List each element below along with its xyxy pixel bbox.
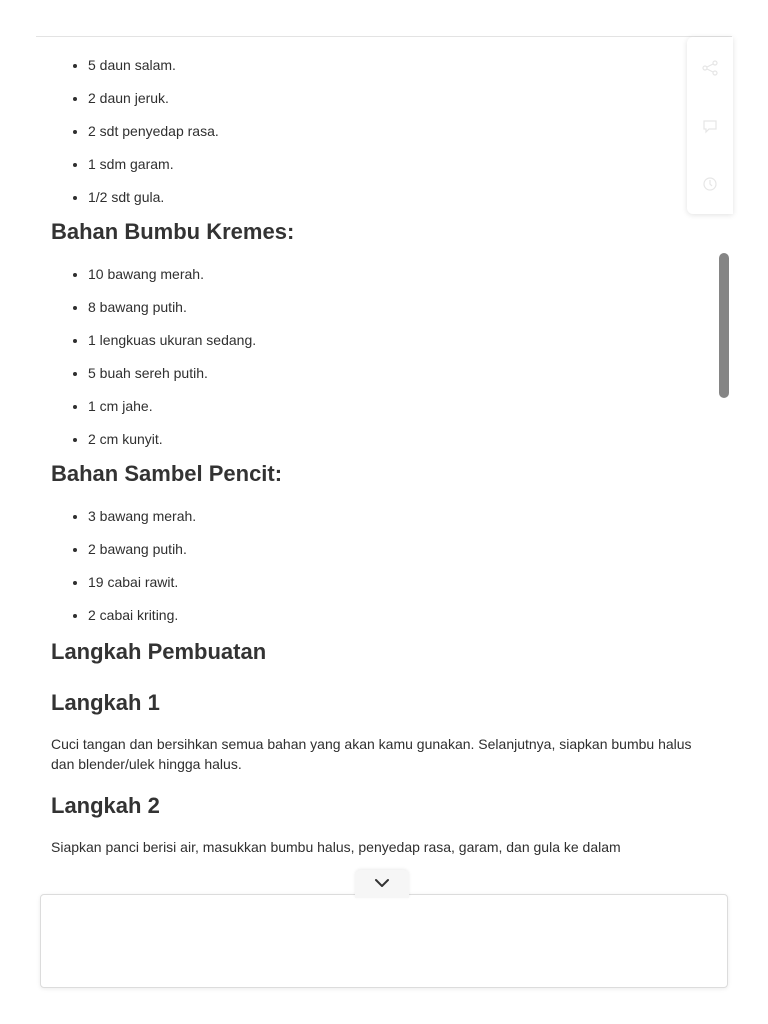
kremes-heading: Bahan Bumbu Kremes: <box>51 219 295 244</box>
step-2-text: Siapkan panci berisi air, masukkan bumbu halus, penyedap rasa, garam, dan gula ke dalam <box>51 839 621 855</box>
bookmark-icon[interactable] <box>701 174 719 192</box>
chevron-down-icon <box>374 875 390 893</box>
step-2-title: Langkah 2 <box>51 793 160 818</box>
comment-icon[interactable] <box>701 117 719 135</box>
list-item: • 2 sdt penyedap rasa. <box>88 121 701 141</box>
list-item: • 2 cabai kriting. <box>88 605 701 625</box>
kremes-list <box>51 264 701 449</box>
list-item: • 19 cabai rawit. <box>88 572 701 592</box>
list-item: • 10 bawang merah. <box>88 264 701 284</box>
list-item: • 2 daun jeruk. <box>88 88 701 108</box>
list-item: • 5 buah sereh putih. <box>88 363 701 383</box>
sambel-list <box>51 506 701 625</box>
share-icon[interactable] <box>701 59 719 77</box>
list-item: • 3 bawang merah. <box>88 506 701 526</box>
steps-heading: Langkah Pembuatan <box>51 639 267 664</box>
list-item: • 1 sdm garam. <box>88 154 701 174</box>
list-item: • 8 bawang putih. <box>88 297 701 317</box>
list-item: • 1/2 sdt gula. <box>88 187 701 207</box>
step-1-title: Langkah 1 <box>51 690 160 715</box>
scrollbar-thumb[interactable] <box>719 253 729 398</box>
article-content <box>51 37 701 857</box>
sambel-heading: Bahan Sambel Pencit: <box>51 461 283 486</box>
step-1-text: Cuci tangan dan bersihkan semua bahan yang akan kamu gunakan. Selanjutnya, siapkan bumbu halus dan blender/ulek hingga halus. <box>51 736 692 772</box>
spice-list <box>51 37 701 207</box>
list-item: • 1 lengkuas ukuran sedang. <box>88 330 701 350</box>
bottom-ad-container[interactable] <box>40 894 728 988</box>
list-item: • 1 cm jahe. <box>88 396 701 416</box>
collapse-ad-button[interactable] <box>355 870 409 898</box>
list-item: • 2 bawang putih. <box>88 539 701 559</box>
share-panel <box>687 37 733 214</box>
list-item: • 2 cm kunyit. <box>88 429 701 449</box>
list-item: • 5 daun salam. <box>88 55 701 75</box>
